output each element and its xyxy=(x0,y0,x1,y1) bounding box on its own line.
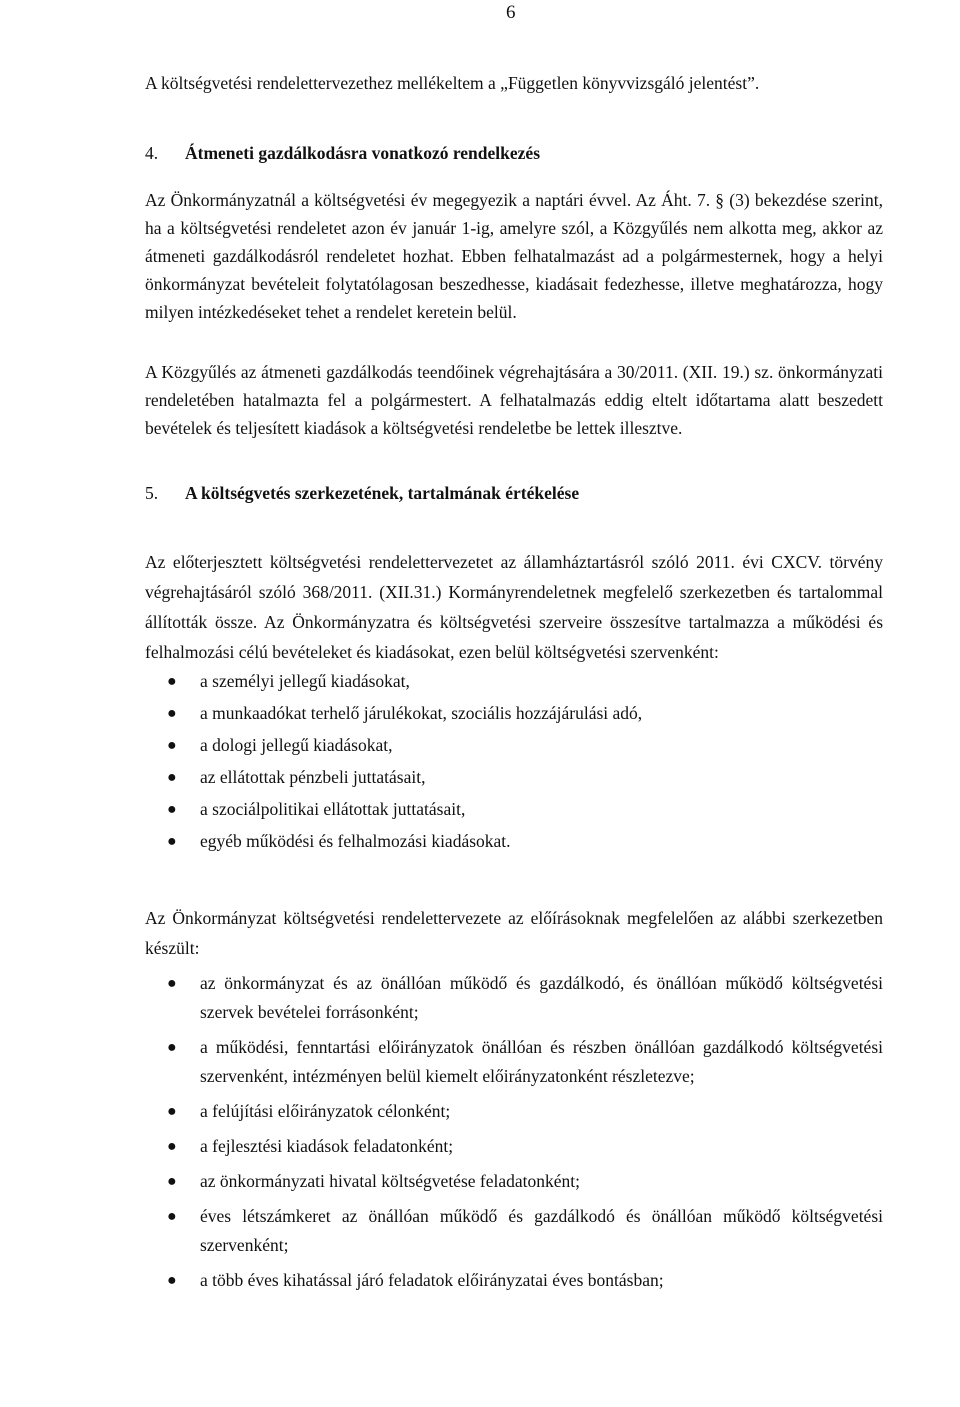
section-4-paragraph-1: Az Önkormányzatnál a költségvetési év megegyezik a naptári évvel. Az Áht. 7. § (3) bekezdése szerint, ha a költségvetési rendeletet azon év január 1-ig, amelyre szól, a Közgyűlés nem alkotta meg, akkor az átmeneti gazdálkodásról rendeletet hozhat. Ebben felhatalmazást ad a polgármesternek, hogy a helyi önkormányzat bevételeit folytatólagosan beszedhesse, kiadásait fedezhesse, illetve meghatározza, hogy milyen intézkedéseket tehet a rendelet keretein belül. xyxy=(145,189,883,322)
bullet-icon: ● xyxy=(167,736,177,754)
bullet-icon: ● xyxy=(167,1102,177,1120)
section-4-title: Átmeneti gazdálkodásra vonatkozó rendelkezés xyxy=(185,142,540,163)
section-4-paragraph-2: A Közgyűlés az átmeneti gazdálkodás teendőinek végrehajtására a 30/2011. (XII. 19.) sz. önkormányzati rendeletében hatalmazta fel a polgármestert. A felhatalmazás eddig eltelt időtartama alatt beszedett bevételek és teljesített kiadások a költségvetési rendeletbe be lettek illesztve. xyxy=(145,361,883,438)
section-4-heading xyxy=(145,140,883,166)
section-4-number: 4. xyxy=(145,142,159,163)
bullet-icon: ● xyxy=(167,1038,177,1056)
section-5-paragraph-1: Az előterjesztett költségvetési rendelettervezetet az államháztartásról szóló 2011. évi CXCV. törvény végrehajtásáról szóló 368/2011. (XII.31.) Kormányrendeletnek megfelelő szerkezetben és tartalommal állították össze. Az Önkormányzatra és költségvetési szerveire összesítve tartalmazza a működési és felhalmozási célú bevételeket és kiadásokat, ezen belül költségvetési szervenként: xyxy=(145,551,883,662)
bullet-icon: ● xyxy=(167,974,177,992)
bullet-icon: ● xyxy=(167,1271,177,1289)
bullet-icon: ● xyxy=(167,768,177,786)
list-item: ● a szociálpolitikai ellátottak juttatásait, xyxy=(145,795,883,824)
list-item: ● a munkaadókat terhelő járulékokat, szociális hozzájárulási adó, xyxy=(145,699,883,728)
expense-types-list xyxy=(145,667,883,856)
bullet-icon: ● xyxy=(167,1207,177,1225)
list-item: ● a felújítási előirányzatok célonként; xyxy=(145,1097,883,1126)
section-5-paragraph-2: Az Önkormányzat költségvetési rendelettervezete az előírásoknak megfelelően az alábbi szerkezetben készült: xyxy=(145,907,883,958)
list-item: ● az ellátottak pénzbeli juttatásait, xyxy=(145,763,883,792)
bullet-icon: ● xyxy=(167,1137,177,1155)
intro-paragraph: A költségvetési rendelettervezethez mellékeltem a „Független könyvvizsgáló jelentést”. xyxy=(145,73,760,93)
structure-list xyxy=(145,969,883,1295)
list-item: ● a fejlesztési kiadások feladatonként; xyxy=(145,1132,883,1161)
bullet-icon: ● xyxy=(167,832,177,850)
bullet-icon: ● xyxy=(167,704,177,722)
list-item: ● egyéb működési és felhalmozási kiadásokat. xyxy=(145,827,883,856)
list-item: ● az önkormányzat és az önállóan működő és gazdálkodó, és önállóan működő költségvetési szervek bevételei forrásonként; xyxy=(145,969,883,1027)
section-5-body xyxy=(145,547,883,1295)
list-item: ● a dologi jellegű kiadásokat, xyxy=(145,731,883,760)
section-5-heading xyxy=(145,480,883,506)
bullet-icon: ● xyxy=(167,1172,177,1190)
bullet-icon: ● xyxy=(167,672,177,690)
section-5-title: A költségvetés szerkezetének, tartalmának értékelése xyxy=(185,482,580,503)
bullet-icon: ● xyxy=(167,800,177,818)
page-content xyxy=(145,70,883,1301)
list-item: ● a személyi jellegű kiadásokat, xyxy=(145,667,883,696)
list-item: ● éves létszámkeret az önállóan működő és gazdálkodó és önállóan működő költségvetési szervenként; xyxy=(145,1202,883,1260)
page-number: 6 xyxy=(506,2,516,23)
list-item: ● a több éves kihatással járó feladatok előirányzatai éves bontásban; xyxy=(145,1266,883,1295)
list-item: ● az önkormányzati hivatal költségvetése feladatonként; xyxy=(145,1167,883,1196)
section-5-number: 5. xyxy=(145,482,159,503)
list-item: ● a működési, fenntartási előirányzatok önállóan és részben önállóan gazdálkodó költségvetési szervenként, intézményen belül kiemelt előirányzatonként részletezve; xyxy=(145,1033,883,1091)
section-4-body xyxy=(145,186,883,442)
